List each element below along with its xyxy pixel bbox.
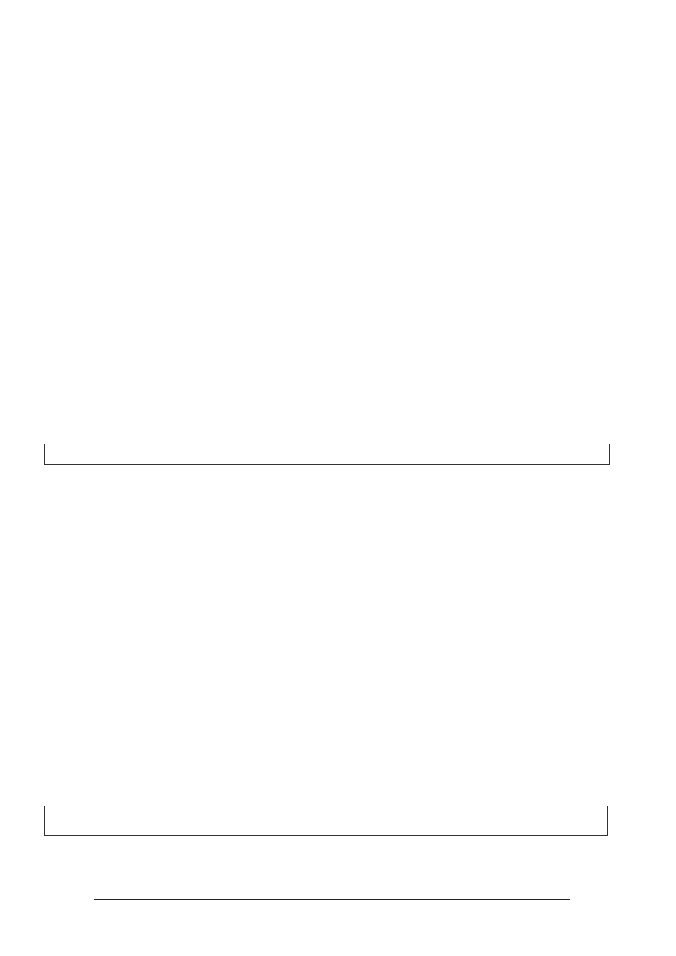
sponsorship-table	[44, 444, 610, 465]
waste-heading-row	[45, 806, 608, 836]
waste-management-table	[44, 806, 608, 836]
footer-rule	[94, 899, 570, 900]
sponsorship-heading-row	[45, 444, 610, 465]
